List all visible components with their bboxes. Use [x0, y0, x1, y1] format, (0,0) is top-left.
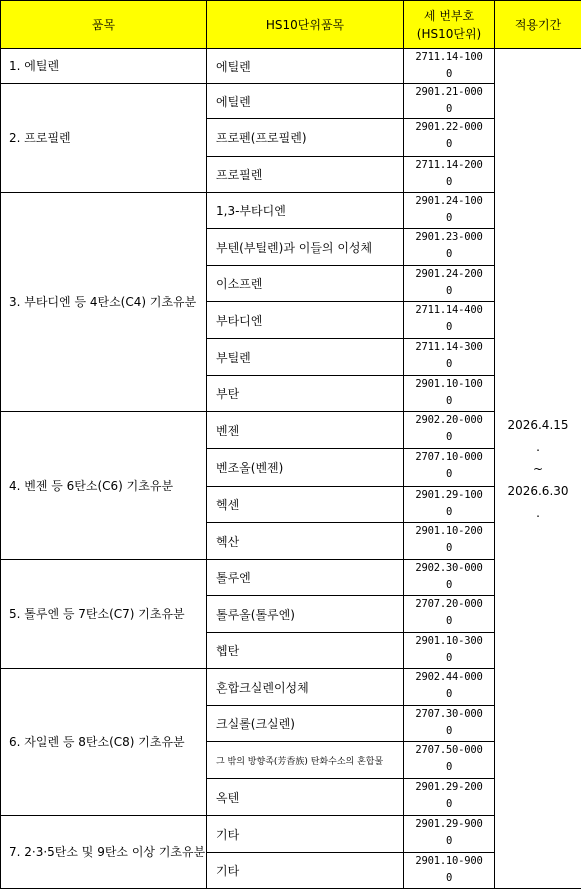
tariff-code-tail: 0 — [404, 833, 494, 850]
hs-item-cell: 프로필렌 — [207, 157, 404, 193]
header-period-label: 적용기간 — [515, 18, 561, 32]
tariff-code: 2711.14-200 — [404, 157, 494, 174]
tariff-code-tail: 0 — [404, 870, 494, 887]
hs-item-cell: 옥텐 — [207, 779, 404, 816]
tariff-code-tail: 0 — [404, 319, 494, 336]
tariff-code-cell — [404, 229, 495, 266]
table-body — [1, 1, 581, 889]
tariff-code-cell — [404, 560, 495, 596]
tariff-code: 2902.30-000 — [404, 560, 494, 577]
tariff-code-cell — [404, 119, 495, 157]
tariff-code: 2901.21-000 — [404, 84, 494, 101]
table-row — [1, 560, 581, 596]
tariff-code-tail: 0 — [404, 136, 494, 153]
hs-item-cell: 에틸렌 — [207, 84, 404, 119]
tariff-code-cell — [404, 816, 495, 853]
tariff-code-tail: 0 — [404, 174, 494, 191]
hs-item-cell: 벤조올(벤젠) — [207, 449, 404, 487]
table-row — [1, 49, 581, 84]
tariff-code-tail: 0 — [404, 246, 494, 263]
tariff-code: 2711.14-300 — [404, 339, 494, 356]
tariff-code-tail: 0 — [404, 210, 494, 227]
tariff-code-cell — [404, 779, 495, 816]
header-tariff-no-sub: (HS10단위) — [404, 25, 494, 43]
header-hs-item-label: HS10단위품목 — [266, 18, 344, 32]
table-row — [1, 193, 581, 229]
tariff-code-cell — [404, 633, 495, 669]
tariff-code: 2901.29-900 — [404, 816, 494, 833]
header-hs-item — [207, 1, 404, 49]
table-row — [1, 669, 581, 706]
hs-item-cell: 헥산 — [207, 523, 404, 560]
header-category — [1, 1, 207, 49]
tariff-code: 2901.22-000 — [404, 119, 494, 136]
table-row — [1, 84, 581, 119]
tariff-code: 2902.20-000 — [404, 412, 494, 429]
table-row — [1, 816, 581, 853]
period-tilde: ~ — [495, 458, 581, 480]
tariff-code: 2901.10-300 — [404, 633, 494, 650]
tariff-code: 2901.23-000 — [404, 229, 494, 246]
tariff-code-tail: 0 — [404, 577, 494, 594]
tariff-code-cell — [404, 302, 495, 339]
tariff-code-tail: 0 — [404, 796, 494, 813]
tariff-code-tail: 0 — [404, 283, 494, 300]
hs-item-cell: 혼합크실렌이성체 — [207, 669, 404, 706]
tariff-code: 2711.14-400 — [404, 302, 494, 319]
tariff-code-tail: 0 — [404, 66, 494, 83]
period-cell — [495, 49, 581, 889]
tariff-code: 2711.14-100 — [404, 49, 494, 66]
header-tariff-no-label: 세 번부호 — [404, 7, 494, 25]
tariff-code: 2901.29-100 — [404, 487, 494, 504]
tariff-code: 2901.10-200 — [404, 523, 494, 540]
category-cell: 6. 자일렌 등 8탄소(C8) 기초유분 — [1, 669, 207, 816]
header-category-label: 품목 — [92, 18, 115, 32]
tariff-code-cell — [404, 706, 495, 742]
tariff-code-cell — [404, 596, 495, 633]
tariff-code: 2901.10-900 — [404, 853, 494, 870]
hs-item-cell: 프로펜(프로필렌) — [207, 119, 404, 157]
hs-item-cell: 톨루엔 — [207, 560, 404, 596]
hs-item-cell: 기타 — [207, 816, 404, 853]
header-row — [1, 1, 581, 49]
tariff-code-cell — [404, 376, 495, 412]
tariff-code-cell — [404, 742, 495, 779]
tariff-code: 2901.29-200 — [404, 779, 494, 796]
category-cell: 3. 부타디엔 등 4탄소(C4) 기초유분 — [1, 193, 207, 412]
tariff-code-tail: 0 — [404, 613, 494, 630]
hs-item-cell: 부타디엔 — [207, 302, 404, 339]
tariff-code-cell — [404, 449, 495, 487]
tariff-code-cell — [404, 266, 495, 302]
period-end-dot: . — [495, 502, 581, 524]
tariff-code-cell — [404, 49, 495, 84]
tariff-code-tail: 0 — [404, 650, 494, 667]
hs-item-cell: 에틸렌 — [207, 49, 404, 84]
tariff-code-cell — [404, 84, 495, 119]
tariff-code-tail: 0 — [404, 723, 494, 740]
hs-item-cell: 부틸렌 — [207, 339, 404, 376]
hs-item-cell: 헥센 — [207, 487, 404, 523]
tariff-code: 2902.44-000 — [404, 669, 494, 686]
tariff-code-cell — [404, 193, 495, 229]
tariff-code-tail: 0 — [404, 356, 494, 373]
tariff-code: 2707.50-000 — [404, 742, 494, 759]
hs-item-cell: 기타 — [207, 853, 404, 889]
category-cell: 5. 톨루엔 등 7탄소(C7) 기초유분 — [1, 560, 207, 669]
tariff-code: 2901.24-100 — [404, 193, 494, 210]
hs-item-cell: 톨루올(톨루엔) — [207, 596, 404, 633]
tariff-code: 2707.30-000 — [404, 706, 494, 723]
tariff-code-tail: 0 — [404, 759, 494, 776]
tariff-code-tail: 0 — [404, 504, 494, 521]
hs-item-cell: 1,3-부타디엔 — [207, 193, 404, 229]
hs-item-cell: 이소프렌 — [207, 266, 404, 302]
hs-item-cell: 그 밖의 방향족(芳香族) 탄화수소의 혼합물 — [207, 742, 404, 779]
tariff-code-tail: 0 — [404, 101, 494, 118]
tariff-code-cell — [404, 339, 495, 376]
tariff-code-cell — [404, 157, 495, 193]
tariff-code-tail: 0 — [404, 540, 494, 557]
hs-item-cell: 부탄 — [207, 376, 404, 412]
tariff-code-cell — [404, 669, 495, 706]
tariff-code: 2707.20-000 — [404, 596, 494, 613]
category-cell: 1. 에틸렌 — [1, 49, 207, 84]
category-cell: 7. 2·3·5탄소 및 9탄소 이상 기초유분 — [1, 816, 207, 889]
tariff-code-cell — [404, 853, 495, 889]
tariff-code-tail: 0 — [404, 429, 494, 446]
tariff-code-cell — [404, 487, 495, 523]
header-tariff-no — [404, 1, 495, 49]
category-cell: 2. 프로필렌 — [1, 84, 207, 193]
tariff-code: 2901.10-100 — [404, 376, 494, 393]
hs-item-cell: 헵탄 — [207, 633, 404, 669]
tariff-code-tail: 0 — [404, 466, 494, 483]
hs-item-cell: 부텐(부틸렌)과 이들의 이성체 — [207, 229, 404, 266]
tariff-code-tail: 0 — [404, 686, 494, 703]
period-start: 2026.4.15 — [495, 414, 581, 436]
period-start-dot: . — [495, 436, 581, 458]
hs-item-cell: 크실롤(크실렌) — [207, 706, 404, 742]
tariff-code: 2707.10-000 — [404, 449, 494, 466]
category-cell: 4. 벤젠 등 6탄소(C6) 기초유분 — [1, 412, 207, 560]
hs-item-cell: 벤젠 — [207, 412, 404, 449]
tariff-code-tail: 0 — [404, 393, 494, 410]
table-row — [1, 412, 581, 449]
tariff-code-cell — [404, 412, 495, 449]
header-period — [495, 1, 581, 49]
period-end: 2026.6.30 — [495, 480, 581, 502]
tariff-code-cell — [404, 523, 495, 560]
tariff-code: 2901.24-200 — [404, 266, 494, 283]
